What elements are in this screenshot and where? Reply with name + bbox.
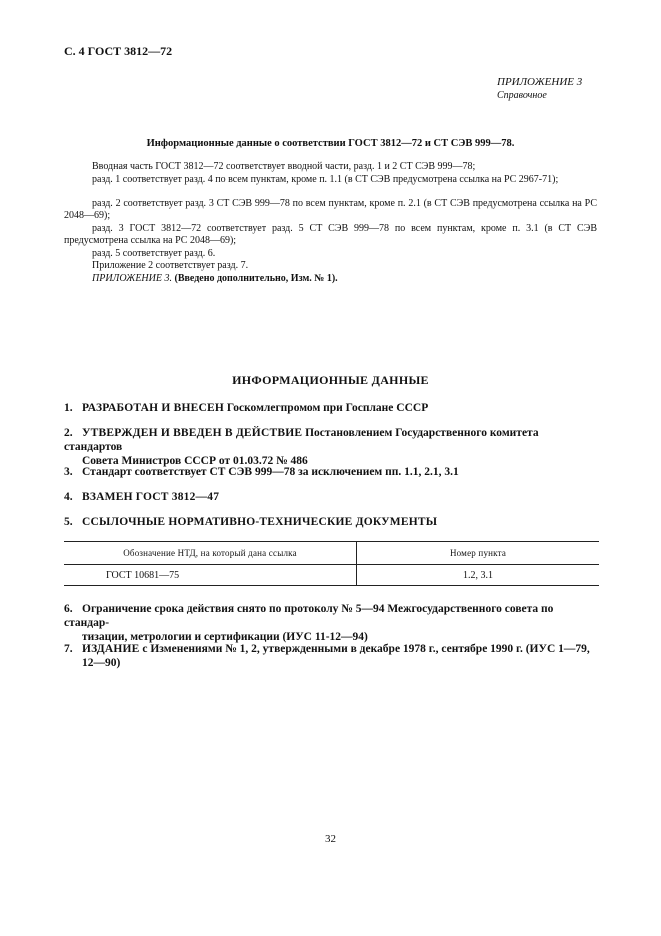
info-item — [64, 401, 597, 415]
item-number: 4. — [64, 491, 73, 503]
info-item — [64, 515, 597, 529]
appendix-note-text: (Введено дополнительно, Изм. № 1). — [174, 273, 338, 284]
paragraph: разд. 2 соответствует разд. 3 СТ СЭВ 999—78 по всем пунктам, кроме п. 2.1 (в СТ СЭВ предусмотрена ссылка на РС 2048—69); — [64, 198, 597, 222]
column-header: Обозначение НТД, на который дана ссылка — [64, 542, 357, 565]
item-caps: РАЗРАБОТАН И ВНЕСЕН — [82, 402, 225, 414]
appendix-note — [92, 273, 338, 284]
page-number: 32 — [325, 833, 336, 845]
table-cell: 1.2, 3.1 — [357, 565, 600, 586]
item-caps: УТВЕРЖДЕН И ВВЕДЕН В ДЕЙСТВИЕ — [82, 427, 303, 439]
item-continuation: 12—90) — [82, 657, 121, 669]
item-caps: ВЗАМЕН ГОСТ 3812—47 — [82, 491, 220, 503]
item-number: 6. — [64, 603, 73, 615]
item-text: Госкомлегпромом при Госплане СССР — [226, 402, 429, 414]
info-item — [64, 602, 597, 644]
item-continuation: Совета Министров СССР от 01.03.72 № 486 — [82, 455, 308, 467]
paragraph: разд. 3 ГОСТ 3812—72 соответствует разд. 5 СТ СЭВ 999—78 по всем пунктам, кроме п. 3.1 (в СТ СЭВ предусмотрена ссылка на РС 2048—69); — [64, 223, 597, 247]
appendix-title: ПРИЛОЖЕНИЕ 3 — [497, 76, 583, 88]
paragraph: разд. 1 соответствует разд. 4 по всем пунктам, кроме п. 1.1 (в СТ СЭВ предусмотрена ссылка на РС 2967-71); — [92, 174, 559, 185]
item-number: 2. — [64, 427, 73, 439]
item-caps: ИЗДАНИЕ — [82, 643, 140, 655]
info-title: Информационные данные о соответствии ГОСТ 3812—72 и СТ СЭВ 999—78. — [146, 138, 515, 149]
table-row — [64, 565, 599, 586]
table-header-row — [64, 542, 599, 565]
item-text: Ограничение срока действия снято по протоколу № 5—94 Межгосударственного совета по стандар- — [64, 603, 554, 629]
paragraph: разд. 5 соответствует разд. 6. — [92, 248, 216, 259]
section-title: ИНФОРМАЦИОННЫЕ ДАННЫЕ — [232, 373, 429, 387]
info-item — [64, 465, 597, 479]
item-number: 5. — [64, 516, 73, 528]
appendix-subtitle: Справочное — [497, 90, 547, 101]
appendix-label — [497, 76, 597, 102]
paragraph: Вводная часть ГОСТ 3812—72 соответствует вводной части, разд. 1 и 2 СТ СЭВ 999—78; — [92, 161, 476, 172]
paragraph: Приложение 2 соответствует разд. 7. — [92, 260, 249, 271]
info-item — [64, 426, 597, 468]
item-number: 7. — [64, 643, 73, 655]
column-header: Номер пункта — [357, 542, 600, 565]
table-cell: ГОСТ 10681—75 — [64, 565, 357, 586]
item-text: с Изменениями № 1, 2, утвержденными в декабре 1978 г., сентябре 1990 г. (ИУС 1—79, — [142, 643, 590, 655]
item-text: Постановлением Государственного комитета стандартов — [64, 427, 539, 453]
item-number: 1. — [64, 402, 73, 414]
item-caps: ССЫЛОЧНЫЕ НОРМАТИВНО-ТЕХНИЧЕСКИЕ ДОКУМЕНТЫ — [82, 516, 438, 528]
page-header: С. 4 ГОСТ 3812—72 — [64, 44, 173, 58]
item-continuation: тизации, метрологии и сертификации (ИУС 11-12—94) — [82, 631, 368, 643]
item-number: 3. — [64, 466, 73, 478]
appendix-note-label: ПРИЛОЖЕНИЕ 3. — [92, 273, 172, 284]
info-item — [64, 490, 597, 504]
info-item — [64, 642, 597, 670]
item-text: Стандарт соответствует СТ СЭВ 999—78 за исключением пп. 1.1, 2.1, 3.1 — [82, 466, 459, 478]
references-table — [64, 541, 599, 586]
